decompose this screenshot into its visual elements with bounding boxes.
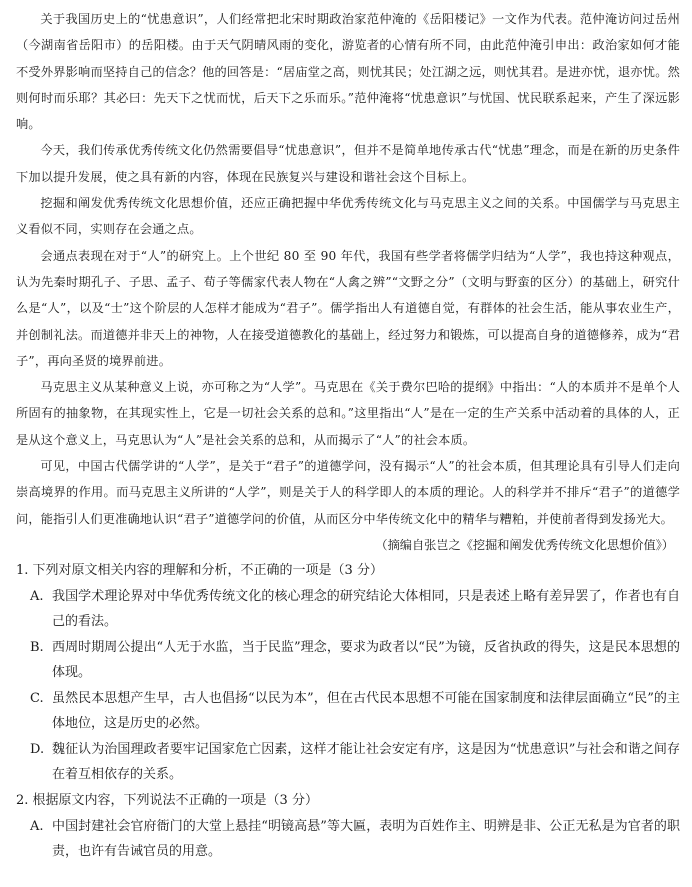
reading-passage xyxy=(16,6,680,558)
option-letter: C. xyxy=(30,690,44,706)
question-1 xyxy=(16,558,680,788)
option-letter: D. xyxy=(30,741,45,757)
option-letter: A. xyxy=(30,588,44,604)
option-text: 魏征认为治国理政者要牢记国家危亡因素，这样才能让社会安定有序，这是因为“忧患意识”与社会和谐之间存在着互相依存的关系。 xyxy=(52,741,680,783)
option-a xyxy=(16,814,680,865)
option-a xyxy=(16,584,680,635)
option-c xyxy=(16,686,680,737)
passage-source: （摘编自张岂之《挖掘和阐发优秀传统文化思想价值》） xyxy=(375,537,674,552)
question-stem: 2. 根据原文内容，下列说法不正确的一项是（3 分） xyxy=(16,792,318,808)
question-stem: 1. 下列对原文相关内容的理解和分析，不正确的一项是（3 分） xyxy=(16,562,383,578)
option-text: 我国学术理论界对中华优秀传统文化的核心理念的研究结论大体相同，只是表述上略有差异罢了，作者也有自己的看法。 xyxy=(52,588,680,630)
passage-paragraph-2: 今天，我们传承优秀传统文化仍然需要倡导“忧患意识”，但并不是简单地传承古代“忧患”理念，而是在新的历史条件下加以提升发展，使之具有新的内容，体现在民族复兴与建设和谐社会这个目标上。 xyxy=(16,143,680,184)
option-d xyxy=(16,737,680,788)
passage-paragraph-4: 会通点表现在对于“人”的研究上。上个世纪 80 至 90 年代，我国有些学者将儒学归结为“人学”，我也持这种观点，认为先秦时期孔子、子思、孟子、荀子等儒家代表人物在“人禽之辨”“文野之分”（文明与野蛮的区分）的基础上，研究什么是“人”，以及“士”这个阶层的人怎样才能成为“君子”。儒学指出人有道德自觉，有群体的社会生活，能从事农业生产，并创制礼法。而道德并非天上的神物，人在接受道德教化的基础上，经过努力和锻炼，可以提高自身的道德修养，成为“君子”，再向圣贤的境界前进。 xyxy=(16,248,680,368)
option-text: 中国封建社会官府衙门的大堂上悬挂“明镜高悬”等大匾，表明为百姓作主、明辨是非、公正无私是为官者的职责，也许有告诫官员的用意。 xyxy=(52,818,680,860)
passage-paragraph-1: 关于我国历史上的“忧患意识”，人们经常把北宋时期政治家范仲淹的《岳阳楼记》一文作为代表。范仲淹访问过岳州（今湖南省岳阳市）的岳阳楼。由于天气阴晴风雨的变化，游览者的心情有所不同，由此范仲淹引申出：政治家如何才能不受外界影响而坚持自己的信念？他的回答是：“居庙堂之高，则忧其民；处江湖之远，则忧其君。是进亦忧，退亦忧。然则何时而乐耶？其必曰：先天下之忧而忧，后天下之乐而乐。”范仲淹将“忧患意识”与忧国、忧民联系起来，产生了深远影响。 xyxy=(16,12,680,132)
option-b xyxy=(16,635,680,686)
option-text: 虽然民本思想产生早，古人也倡扬“以民为本”，但在古代民本思想不可能在国家制度和法律层面确立“民”的主体地位，这是历史的必然。 xyxy=(52,690,680,732)
option-text: 西周时期周公提出“人无于水监，当于民监”理念，要求为政者以“民”为镜，反省执政的得失，这是民本思想的体现。 xyxy=(52,639,680,681)
passage-paragraph-6: 可见，中国古代儒学讲的“人学”，是关于“君子”的道德学问，没有揭示“人”的社会本质，但其理论具有引导人们走向崇高境界的作用。而马克思主义所讲的“人学”，则是关于人的科学即人的本质的理论。人的科学并不排斥“君子”的道德学问，能指引人们更准确地认识“君子”道德学问的价值，从而区分中华传统文化中的精华与糟粕，并使前者得到发扬光大。 xyxy=(16,459,680,526)
passage-paragraph-3: 挖掘和阐发优秀传统文化思想价值，还应正确把握中华优秀传统文化与马克思主义之间的关系。中国儒学与马克思主义看似不同，实则存在会通之点。 xyxy=(16,196,680,237)
passage-paragraph-5: 马克思主义从某种意义上说，亦可称之为“人学”。马克思在《关于费尔巴哈的提纲》中指出：“人的本质并不是单个人所固有的抽象物，在其现实性上，它是一切社会关系的总和。”这里指出“人”是在一定的生产关系中活动着的具体的人，正是从这个意义上，马克思认为“人”是社会关系的总和，从而揭示了“人”的社会本质。 xyxy=(16,380,680,447)
option-letter: A. xyxy=(30,818,44,834)
option-letter: B. xyxy=(30,639,44,655)
question-2 xyxy=(16,788,680,865)
